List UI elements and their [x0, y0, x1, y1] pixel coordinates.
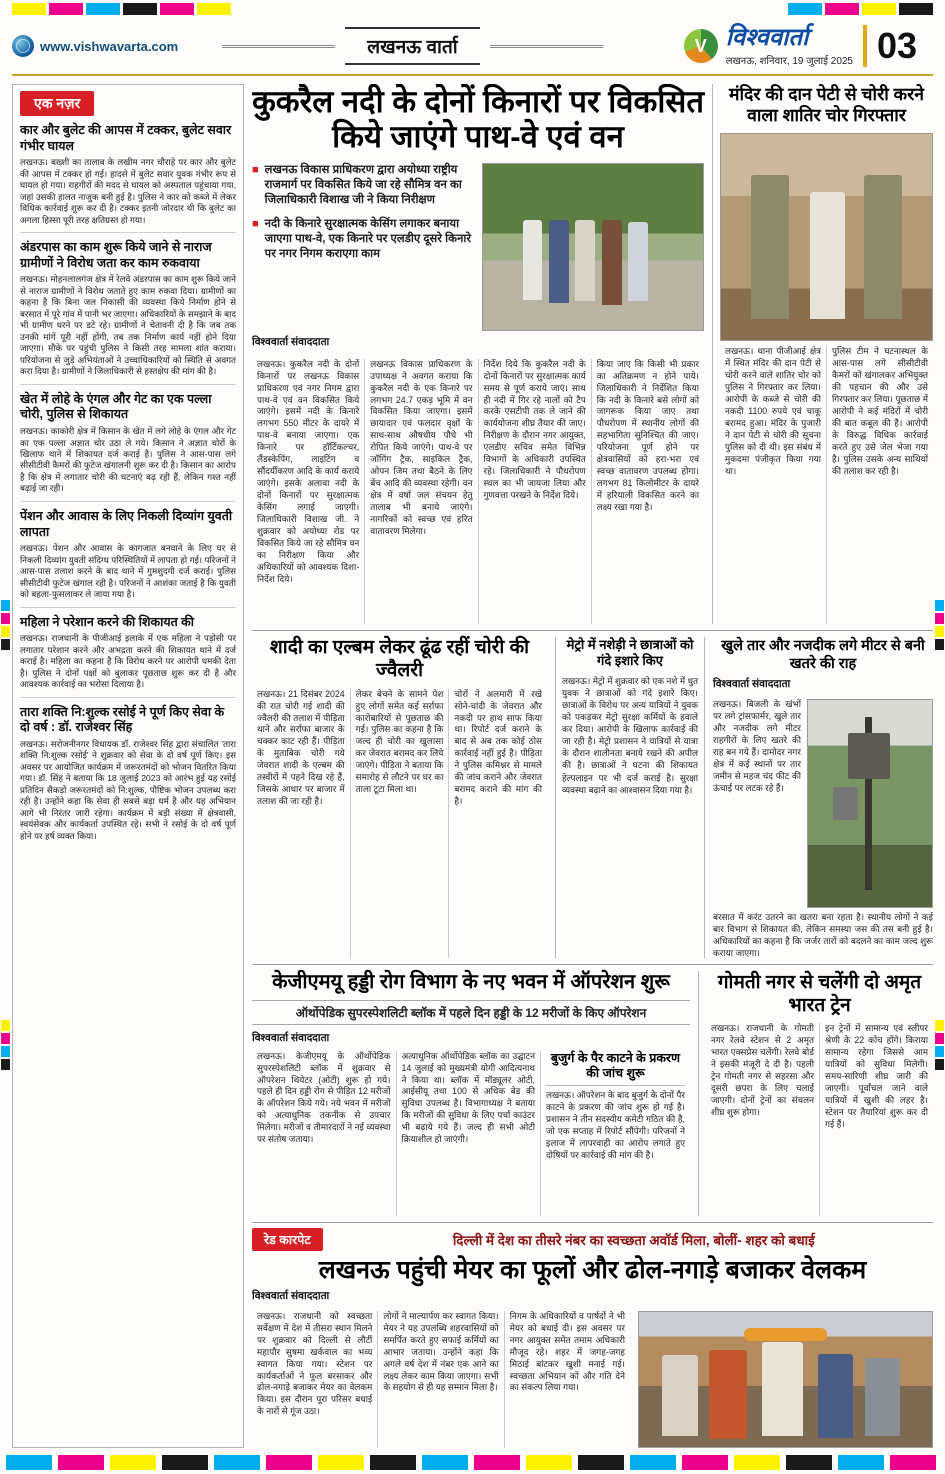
website-block: [12, 35, 222, 57]
red-carpet-strap: दिल्ली में देश का तीसरे नंबर का स्वच्छता अवॉर्ड मिला, बोलीं- शहर को बधाई: [452, 1232, 815, 1248]
red-carpet-strip: [252, 1228, 933, 1251]
wires-headline: खुले तार और नजदीक लगे मीटर से बनी खतरे की राह: [721, 638, 925, 673]
mayor-body-col: निगम के अधिकारियों व पार्षदों ने भी मेयर को बधाई दी। इस अवसर पर नगर आयुक्त समेत तमाम अधिकारी मौजूद रहे। शहर में जगह-जगह मिठाई बांटकर खुशी मनाई गई। स्वच्छता अभियान को और गति देने का संकल्प लिया गया।: [504, 1311, 630, 1448]
registration-marks-top: [0, 3, 945, 15]
sidebar-item-headline: कार और बुलेट की आपस में टक्कर, बुलेट सवार गंभीर घायल: [20, 123, 232, 153]
brand-text: [725, 23, 853, 67]
kgmu-body-col: लखनऊ। केजीएमयू के ऑर्थोपेडिक सुपरस्पेशलिटी ब्लॉक में शुक्रवार से ऑपरेशन थियेटर (ओटी) शुरू हो गये। पहले ही दिन हड्डी रोग से पीड़ित 12 मरीजों के ऑपरेशन किये गये। नये भवन में मरीजों को अत्याधुनिक तकनीक से उपचार मिलेगा। मरीजों व तीमारदारों ने नई व्यवस्था पर संतोष जताया।: [257, 1050, 391, 1145]
lead-bullet-2: [252, 217, 474, 262]
crowd-silhouette: [865, 1358, 900, 1436]
transformer-box: [848, 733, 890, 778]
temple-body-col: लखनऊ। थाना पीजीआई क्षेत्र में स्थित मंदिर की दान पेटी से चोरी करने वाले शातिर चोर को पुलिस ने गिरफ्तार कर लिया। आरोपी के कब्जे से चोरी की नकदी 1100 रुपये एवं चाकू बरामद हुआ। मंदिर के पुजारी ने दान पेटी से चोरी की सूचना पुलिस को दी थी। इस संबंध में मुकदमा पंजीकृत किया गया था।: [725, 346, 821, 476]
wedding-body: [252, 689, 547, 958]
sidebar-item-headline: अंडरपास का काम शुरू किये जाने से नाराज ग्रामीणों ने विरोध जता कर काम रुकवाया: [20, 240, 212, 270]
page-header: [12, 18, 933, 76]
article-wedding-album: [252, 637, 547, 958]
article-amrit-bharat-trains: [698, 971, 933, 1216]
sidebar-item-body: लखनऊ। राजधानी के पीजीआई इलाके में एक महिला ने पड़ोसी पर लगातार परेशान करने और अभद्रता करने की शिकायत थाने में दर्ज कराई है। महिला का कहना है कि विरोध करने पर आरोपी धमकी देता है। पुलिस ने दोनों पक्षों को बुलाकर पूछताछ शुरू कर दी है और आवश्यक कार्रवाई का भरोसा दिलाया है।: [20, 633, 236, 690]
article-metro: [555, 637, 705, 958]
lead-bullet-1: [252, 163, 474, 208]
temple-headline: मंदिर की दान पेटी से चोरी करने वाला शातिर चोर गिरफ्तार: [729, 84, 924, 125]
bullet-square-icon: ■: [252, 218, 259, 231]
mayor-body-col: लोगों ने माल्यार्पण कर स्वागत किया। मेयर ने यह उपलब्धि शहरवासियों को समर्पित करते हुए सफाई कर्मियों का आभार जताया। उन्होंने कहा कि अगले वर्ष देश में नंबर एक आने का लक्ष्य लेकर काम किया जाएगा। सभी के सहयोग से ही यह सम्मान मिला है।: [377, 1311, 503, 1448]
dateline: लखनऊ, शनिवार, 19 जुलाई 2025: [725, 55, 853, 67]
lead-byline: विश्ववार्ता संवाददाता: [252, 335, 330, 348]
cmyk-strip-top-right: [788, 3, 933, 15]
wedding-body-col: चोरों ने अलमारी में रखे सोने-चांदी के जेवरात और नकदी पर हाथ साफ किया था। रिपोर्ट दर्ज कराने के बाद से अब तक कोई ठोस कार्रवाई नहीं हुई है। पीड़िता ने पुलिस कमिश्नर से मामले की जांच कराने और जेवरात बरामद कराने की मांग की है।: [448, 689, 547, 958]
page-number: 03: [863, 25, 933, 67]
lead-body: [252, 359, 704, 624]
meter-box: [833, 787, 858, 820]
wires-byline: विश्ववार्ता संवाददाता: [713, 678, 791, 691]
cmyk-edge-right-1: [935, 600, 944, 650]
sidebar-item-underpass: [20, 240, 236, 385]
sidebar-item-rasoi: [20, 705, 236, 849]
sidebar-item-missing: [20, 509, 236, 608]
row-red-carpet: [252, 1222, 933, 1448]
wedding-body-col: लेकर बेचने के सामने पेश हुए लोगों समेत कई सर्राफा कारोबारियों से पूछताछ की गई। पुलिस का कहना है कि जल्द ही चोरी का खुलासा कर जेवरात बरामद कर लिये जाएंगे। पीड़िता ने बताया कि समारोह से लौटने पर घर का ताला टूटा मिला था।: [350, 689, 449, 958]
crowd-silhouette: [818, 1354, 853, 1438]
sidebar-item-headline: पेंशन और आवास के लिए निकली दिव्यांग युवती लापता: [20, 508, 233, 539]
person-silhouette: [523, 220, 543, 300]
crowd-silhouette: [709, 1350, 747, 1439]
lead-body-col: किया जाए कि किसी भी प्रकार का अतिक्रमण न होने पाये। जिलाधिकारी ने निर्देशित किया कि नदी के किनारे बसे लोगों को जागरूक किया जाए तथा पौधरोपण में स्थानीय लोगों की सहभागिता सुनिश्चित की जाए। परियोजना पूर्ण होने पर क्षेत्रवासियों को हरा-भरा एवं स्वच्छ वातावरण उपलब्ध होगा। लगभग 81 किलोमीटर के दायरे में हरियाली विकसित करने का लक्ष्य रखा गया है।: [591, 359, 704, 624]
temple-body: [720, 346, 933, 624]
row-middle: [252, 630, 933, 958]
inner-headline: बुजुर्ग के पैर काटने के प्रकरण की जांच शुरू: [546, 1051, 685, 1086]
person-silhouette: [628, 222, 648, 302]
bullet-square-icon: ■: [252, 163, 259, 176]
masthead-rule-right: [490, 45, 603, 48]
wedding-headline: शादी का एल्बम लेकर ढूंढ रहीं चोरी की ज्वैलरी: [269, 637, 530, 681]
mayor-headline: लखनऊ पहुंची मेयर का फूलों और ढोल-नगाड़े बजाकर वेलकम: [318, 1256, 867, 1284]
lead-bullets: [252, 163, 474, 331]
inner-body: लखनऊ। ऑपरेशन के बाद बुजुर्ग के दोनों पैर काटने के प्रकरण की जांच शुरू हो गई है। प्रशासन ने तीन सदस्यीय कमेटी गठित की है, जो एक सप्ताह में रिपोर्ट सौंपेगी। परिजनों ने इलाज में लापरवाही का आरोप लगाते हुए दोषियों पर कार्रवाई की मांग की है।: [546, 1089, 685, 1160]
trains-body-col: इन ट्रेनों में सामान्य एवं स्लीपर श्रेणी के 22 कोच होंगे। किराया सामान्य रहेगा जिससे आम यात्रियों को सुविधा मिलेगी। समय-सारिणी शीघ्र जारी की जाएगी। पूर्वांचल जाने वाले यात्रियों में खुशी की लहर है। स्टेशन पर तैयारियां शुरू कर दी गई हैं।: [819, 1023, 933, 1216]
wires-mid: [713, 699, 933, 908]
lead-headline: कुकरैल नदी के दोनों किनारों पर विकसित किये जाएंगे पाथ-वे एवं वन: [252, 84, 705, 155]
kgmu-headline: केजीएमयू हड्डी रोग विभाग के नए भवन में ऑपरेशन शुरू: [272, 971, 670, 993]
sidebar-title: एक नज़र: [20, 91, 94, 116]
temple-photo-arrest: [720, 133, 933, 341]
website-url: www.vishwavarta.com: [40, 38, 179, 54]
person-silhouette: [549, 220, 569, 303]
mayor-silhouette: [762, 1342, 803, 1437]
wedding-body-col: लखनऊ। 21 दिसंबर 2024 की रात चोरी गई शादी की ज्वैलरी की तलाश में पीड़िता थाने और सर्राफा बाजार के चक्कर काट रही हैं। पीड़िता के मुताबिक चोरी गये जेवरात शादी के एल्बम की तस्वीरों में पहने दिख रहे हैं, जिसके आधार पर बाजार में तलाश की जा रही है।: [257, 688, 345, 807]
article-temple-theft: [712, 84, 933, 624]
lead-bullet-text: लखनऊ विकास प्राधिकरण द्वारा अयोध्या राष्ट्रीय राजमार्ग पर विकसित किये जा रहे सौमित्र वन का जिलाधिकारी विशाख जी ने किया निरीक्षण: [264, 163, 462, 206]
mayor-body-col: लखनऊ। राजधानी को स्वच्छता सर्वेक्षण में देश में तीसरा स्थान मिलने पर शुक्रवार को दिल्ली से लौटीं महापौर सुषमा खर्कवाल का भव्य स्वागत किया गया। स्टेशन पर कार्यकर्ताओं ने फूल बरसाकर और ढोल-नगाड़े बजाकर मेयर का वेलकम किया। इस दौरान पूरा परिसर बधाई के नारों से गूंज उठा।: [257, 1310, 373, 1417]
trains-headline: गोमती नगर से चलेंगी दो अमृत भारत ट्रेन: [717, 972, 922, 1017]
mayor-body-wrap: [252, 1311, 933, 1448]
article-open-wires: [713, 637, 933, 958]
sidebar-item-headline: महिला ने परेशान करने की शिकायत की: [20, 614, 195, 629]
temple-body-col: पुलिस टीम ने घटनास्थल के आस-पास लगे सीसीटीवी कैमरों को खंगालकर अभियुक्त की पहचान की और उसे गिरफ्तार कर लिया। पूछताछ में आरोपी ने कई मंदिरों में चोरी की बात कबूल की है। आरोपी के विरुद्ध विधिक कार्रवाई करते हुए उसे जेल भेजा गया है। पुलिस उसके अन्य साथियों की तलाश कर रही है।: [826, 346, 933, 624]
cmyk-edge-left-1: [1, 600, 10, 650]
lead-body-col: लखनऊ विकास प्राधिकरण के उपाध्यक्ष ने अवगत कराया कि कुकरैल नदी के एक किनारे पर लगभग 24.7 एकड़ भूमि में वन विकसित किया जाएगा। इसमें छायादार एवं फलदार वृक्षों के साथ-साथ औषधीय पौधे भी रोपित किये जाएंगे। पाथ-वे पर जॉगिंग ट्रैक, साइकिल ट्रैक, ओपन जिम तथा बैठने के लिए बेंच आदि की व्यवस्था रहेगी। वन क्षेत्र में वर्षा जल संचयन हेतु तालाब भी बनाये जाएंगे। नागरिकों को स्वच्छ एवं हरित वातावरण मिलेगा।: [364, 359, 477, 624]
arrested-person-silhouette: [810, 192, 846, 320]
wires-body-cont: बरसात में करंट उतरने का खतरा बना रहता है। स्थानीय लोगों ने कई बार विभाग से शिकायत की, लेकिन समस्या जस की तस बनी हुई है। अधिकारियों का कहना है कि जर्जर तारों को बदलने का काम जल्द शुरू कराया जाएगा।: [713, 912, 933, 958]
lead-mid: [252, 163, 704, 331]
lead-bullet-text: नदी के किनारे सुरक्षात्मक केसिंग लगाकर बनाया जाएगा पाथ-वे, एक किनारे पर एलडीए दूसरे किनारे पर नगर निगम कराएगा काम: [264, 218, 472, 261]
edition-title: लखनऊ वार्ता: [345, 27, 479, 65]
sidebar-item-body: लखनऊ। मोहनलालगंज क्षेत्र में रेलवे अंडरपास का काम शुरू किये जाने से नाराज ग्रामीणों ने विरोध जताते हुए काम रुकवा दिया। ग्रामीणों का कहना है कि बिना जल निकासी की व्यवस्था किये निर्माण होने से बरसात में पूरे गांव में पानी भर जाएगा। अधिकारियों के समझाने के बाद भी ग्रामीण धरने पर डटे रहे। ग्रामीणों ने चेतावनी दी है कि जब तक उनकी मांगें पूरी नहीं होंगी, तब तक निर्माण कार्य नहीं होने दिया जाएगा। मौके पर पहुंची पुलिस ने किसी तरह मामला शांत कराया। परियोजना से जुड़े अभियंताओं ने उच्चाधिकारियों को स्थिति से अवगत करा दिया है। ग्रामीणों ने जिलाधिकारी से हस्तक्षेप की मांग की है।: [20, 274, 236, 377]
kgmu-body: [252, 1051, 690, 1216]
cmyk-edge-left-2: [1, 1020, 10, 1070]
trains-body-col: लखनऊ। राजधानी के गोमती नगर रेलवे स्टेशन से 2 अमृत भारत एक्सप्रेस चलेंगी। रेलवे बोर्ड ने इसकी मंजूरी दे दी है। पहली ट्रेन गोमती नगर से सहरसा और दूसरी छपरा के लिए चलाई जाएगी। दोनों ट्रेनों का संचलन शीघ्र शुरू होगा।: [711, 1023, 814, 1118]
wires-photo-transformer: [807, 699, 933, 908]
sidebar-item-body: लखनऊ। सरोजनीनगर विधायक डॉ. राजेश्वर सिंह द्वारा संचालित 'तारा शक्ति नि:शुल्क रसोई' ने शुक्रवार को सेवा के दो वर्ष पूर्ण किए। इस अवसर पर आयोजित कार्यक्रम में जरूरतमंदों को भोजन वितरित किया गया। डॉ. सिंह ने बताया कि 18 जुलाई 2023 को आरंभ हुई यह रसोई प्रतिदिन सैकड़ों जरूरतमंदों को नि:शुल्क, पौष्टिक भोजन उपलब्ध करा रही है। उन्होंने कहा कि सेवा ही सबसे बड़ा धर्म है और यह अभियान आगे भी निरंतर जारी रहेगा। कार्यक्रम में बड़ी संख्या में क्षेत्रवासी, स्वयंसेवक और कार्यकर्ता उपस्थित रहे। सभी ने रसोई के दो वर्ष पूर्ण होने पर हर्ष व्यक्त किया।: [20, 738, 236, 841]
brand-block: [603, 23, 853, 67]
row-lead: [252, 84, 933, 624]
kgmu-subhead: ऑर्थोपेडिक सुपरस्पेशलिटी ब्लॉक में पहले दिन हड्डी के 12 मरीजों के किए ऑपरेशन: [252, 1000, 690, 1025]
trains-body: [706, 1023, 933, 1216]
mayor-byline: विश्ववार्ता संवाददाता: [252, 1289, 330, 1302]
garland: [744, 1328, 826, 1342]
sidebar-item-headline: खेत में लोहे के एंगल और गेट का एक पल्ला चोरी, पुलिस से शिकायत: [20, 391, 212, 422]
sidebar-item-body: लखनऊ। काकोरी क्षेत्र में किसान के खेत में लगे लोहे के एंगल और गेट का एक पल्ला अज्ञात चोर उठा ले गये। किसान ने अज्ञात चोरों के खिलाफ थाने में शिकायत दर्ज कराई है। पुलिस ने आस-पास लगे सीसीटीवी कैमरों की फुटेज खंगालनी शुरू कर दी है। किसान का आरोप है कि क्षेत्र में लगातार चोरी की घटनाएं बढ़ रही हैं, लेकिन गश्त नहीं बढ़ाई जा रही।: [20, 426, 236, 494]
sidebar-item-harassment: [20, 615, 236, 698]
sidebar-item-body: लखनऊ। बख्शी का तालाब के लखीम नगर चौराहे पर कार और बुलेट की आपस में टक्कर हो गई। हादसे में बुलेट सवार युवक गंभीर रूप से घायल हो गया। राहगीरों की मदद से घायल को अस्पताल पहुंचाया गया, जहां उसकी हालत नाजुक बनी हुई है। पुलिस ने कार को कब्जे में लेकर विधिक कार्रवाई शुरू कर दी है। टक्कर इतनी जोरदार थी कि बुलेट का अगला हिस्सा पूरी तरह क्षतिग्रस्त हो गया।: [20, 157, 236, 225]
sidebar-item-accident: [20, 123, 236, 233]
globe-icon: [12, 35, 34, 57]
sidebar-item-body: लखनऊ। पेंशन और आवास के कागजात बनवाने के लिए घर से निकली दिव्यांग युवती संदिग्ध परिस्थितियों में लापता हो गई। परिजनों ने आस-पास तलाश करने के बाद थाने में गुमशुदगी दर्ज कराई। पुलिस सीसीटीवी फुटेज खंगाल रही है। परिजनों ने आशंका जताई है कि युवती को बहला-फुसलाकर ले जाया गया है।: [20, 543, 236, 600]
sidebar-item-headline: तारा शक्ति नि:शुल्क रसोई ने पूर्ण किए सेवा के दो वर्ष : डॉ. राजेश्वर सिंह: [20, 704, 225, 735]
lead-body-col: निर्देश दिये कि कुकरैल नदी के दोनों किनारों पर सुरक्षात्मक कार्य समय से पूर्ण कराये जाएं। साथ ही नदी में गिर रहे नालों को टैप करके एसटीपी तक ले जाने की कार्ययोजना शीघ्र तैयार की जाए। निरीक्षण के दौरान नगर आयुक्त, एलडीए सचिव समेत विभिन्न विभागों के अधिकारी उपस्थित रहे। जिलाधिकारी ने पौधरोपण स्थल का भी जायजा लिया और गुणवत्ता परखने के निर्देश दिये।: [478, 359, 591, 624]
row-kgmu: [252, 964, 933, 1216]
metro-body: लखनऊ। मेट्रो में शुक्रवार को एक नशे में धुत युवक ने छात्राओं को गंदे इशारे किए। छात्राओं के विरोध पर अन्य यात्रियों ने युवक को पकड़कर मेट्रो सुरक्षा कर्मियों के हवाले कर दिया। आरोपी के खिलाफ कार्रवाई की जा रही है। मेट्रो प्रशासन ने यात्रियों से यात्रा के दौरान शालीनता बनाये रखने की अपील की है। छात्राओं ने घटना की शिकायत हेल्पलाइन पर भी दर्ज कराई है। सुरक्षा व्यवस्था बढ़ाने का आश्वासन दिया गया है।: [562, 675, 698, 795]
v-leaf-icon: V: [684, 29, 718, 63]
masthead-rule-left: [222, 45, 335, 48]
metro-headline: मेट्रो में नशेड़ी ने छात्राओं को गंदे इशारे किए: [566, 637, 694, 669]
masthead-wrap: [222, 27, 603, 65]
red-carpet-label: रेड कारपेट: [252, 1228, 323, 1251]
main-area: [252, 84, 933, 1448]
article-kgmu: [252, 971, 690, 1216]
cmyk-edge-right-2: [935, 1020, 944, 1070]
lead-body-col: लखनऊ। कुकरैल नदी के दोनों किनारों पर लखनऊ विकास प्राधिकरण एवं नगर निगम द्वारा पाथ-वे एवं वन विकसित किये जाएंगे। इसमें नदी के किनारे लगभग 550 मीटर के दायरे में पाथ-वे बनाया जाएगा। एक किनारे पर हॉर्टिकल्चर, लैंडस्केपिंग, लाइटिंग व सौंदर्यीकरण आदि के कार्य कराये जाएंगे। इसके अलावा नदी के दोनों किनारों पर सुरक्षात्मक केसिंग लगाई जाएगी। जिलाधिकारी विशाख जी. ने शुक्रवार को अयोध्या रोड पर विकसित किये जा रहे सौमित्र वन का निरीक्षण किया और अधिकारियों को आवश्यक दिशा-निर्देश दिये।: [257, 358, 360, 584]
crowd-silhouette: [662, 1355, 697, 1436]
brand-name: विश्ववार्ता: [725, 23, 809, 51]
police-silhouette: [864, 175, 902, 319]
mayor-welcome-photo: [638, 1311, 933, 1448]
cmyk-strip-top-left: [12, 3, 231, 15]
person-silhouette: [575, 220, 595, 301]
mayor-body: [252, 1311, 630, 1448]
lead-photo-inspection: [482, 163, 704, 331]
sidebar-item-theft: [20, 392, 236, 502]
police-silhouette: [751, 175, 789, 319]
article-elderly-legs-probe: [540, 1051, 690, 1216]
kgmu-byline: विश्ववार्ता संवाददाता: [252, 1031, 330, 1044]
cmyk-strip-bottom: [6, 1455, 939, 1470]
kgmu-body-col: अत्याधुनिक ऑर्थोपेडिक ब्लॉक का उद्घाटन 14 जुलाई को मुख्यमंत्री योगी आदित्यनाथ ने किया था। ब्लॉक में मॉड्यूलर ओटी, आईसीयू तथा 100 से अधिक बेड की सुविधा उपलब्ध है। विभागाध्यक्ष ने बताया कि मरीजों की सुविधा के लिए पर्चा काउंटर भी बढ़ाये गये हैं। जल्द ही सभी ओटी क्रियाशील हो जाएंगी।: [396, 1051, 541, 1216]
person-silhouette: [602, 220, 622, 305]
page-content: [12, 84, 933, 1448]
wires-body-col: लखनऊ। बिजली के खंभों पर लगे ट्रांसफार्मर, खुले तार और नजदीक लगे मीटर राहगीरों के लिए खतरे की राह बन गये हैं। दामोदर नगर क्षेत्र में कई स्थानों पर तार जमीन से महज चंद फीट की ऊंचाई पर लटक रहे हैं।: [713, 699, 801, 793]
article-kukrail: [252, 84, 704, 624]
sidebar-ek-nazar: [12, 84, 244, 1448]
